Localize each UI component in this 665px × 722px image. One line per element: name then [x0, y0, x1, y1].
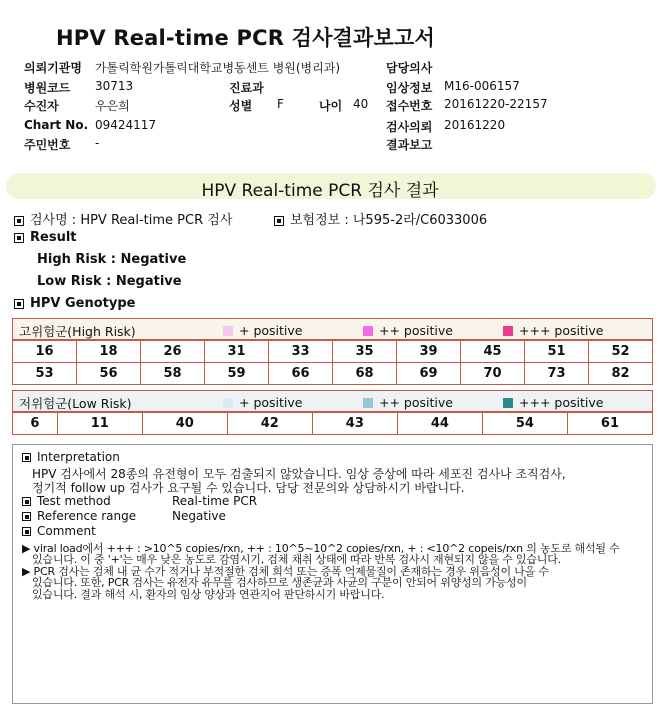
genotype-cell: 18 — [77, 341, 141, 363]
legend-item — [363, 395, 453, 410]
genotype-cell: 40 — [142, 413, 227, 435]
code-label: 병원코드 — [24, 81, 71, 95]
genotype-cell: 45 — [461, 341, 525, 363]
report-label: 결과보고 — [386, 138, 433, 152]
patient-value: 우은희 — [95, 99, 130, 113]
checkbox-icon — [22, 527, 31, 536]
genotype-cell: 73 — [525, 363, 589, 385]
patient-label: 수진자 — [24, 99, 59, 113]
org-label: 의뢰기관명 — [24, 61, 82, 75]
genotype-cell: 66 — [269, 363, 333, 385]
sex-value: F — [277, 97, 284, 111]
request-label: 검사의뢰 — [386, 120, 433, 134]
checkbox-icon — [274, 216, 284, 226]
legend-swatch — [223, 398, 233, 408]
genotype-cell: 33 — [269, 341, 333, 363]
reference-heading — [22, 509, 136, 523]
code-value: 30713 — [95, 79, 134, 93]
clinical-label: 임상정보 — [386, 81, 433, 95]
reference-label: Reference range — [37, 509, 137, 523]
legend-label: + positive — [239, 395, 303, 410]
high-risk-result: High Risk : Negative — [37, 252, 187, 267]
result-heading — [14, 230, 77, 245]
checkbox-icon — [14, 233, 24, 243]
genotype-cell: 11 — [57, 413, 142, 435]
genotype-cell: 68 — [333, 363, 397, 385]
legend-swatch — [363, 398, 373, 408]
genotype-cell: 26 — [141, 341, 205, 363]
genotype-cell: 58 — [141, 363, 205, 385]
interpretation-label: Interpretation — [37, 450, 120, 464]
interpretation-line-1: HPV 검사에서 28종의 유전형이 모두 검출되지 않았습니다. 임상 증상에 따라 세포진 검사나 조직검사, — [32, 467, 566, 481]
genotype-cell: 69 — [397, 363, 461, 385]
method-label: Test method — [37, 494, 111, 508]
insurance-text: 보험정보 : 나595-2라/C6033006 — [290, 213, 488, 228]
genotype-cell: 39 — [397, 341, 461, 363]
legend-label: +++ positive — [519, 323, 604, 338]
comment-heading — [22, 524, 96, 538]
org-value: 가톨릭학원가톨릭대학교병동센트 병원(병리과) — [95, 61, 341, 75]
legend-label: +++ positive — [519, 395, 604, 410]
genotype-cell: 51 — [525, 341, 589, 363]
legend-item — [503, 323, 603, 338]
receipt-label: 접수번호 — [386, 99, 433, 113]
genotype-cell: 82 — [589, 363, 653, 385]
interpretation-line-2: 정기적 follow up 검사가 요구될 수 있습니다. 담당 전문의와 상담하시기 바랍니다. — [32, 481, 465, 495]
genotype-cell: 54 — [482, 413, 567, 435]
comment-2-line-2: 있습니다. 또한, PCR 검사는 유전자 유무를 검사하므로 생존균과 사균의 구분이 안되어 위양성의 가능성이 — [32, 576, 527, 589]
test-name-line — [14, 209, 232, 228]
low-risk-group-name: 저위험군(Low Risk) — [19, 396, 132, 411]
genotype-cell: 44 — [397, 413, 482, 435]
genotype-cell: 56 — [77, 363, 141, 385]
genotype-label: HPV Genotype — [30, 296, 136, 311]
table-row — [13, 413, 653, 435]
age-value: 40 — [353, 97, 369, 111]
dept-label: 진료과 — [229, 81, 264, 95]
table-row — [13, 363, 653, 385]
legend-item — [223, 395, 302, 410]
genotype-cell: 35 — [333, 341, 397, 363]
legend-swatch — [503, 398, 513, 408]
checkbox-icon — [22, 497, 31, 506]
comment-1-line-2: 있습니다. 이 중 '+'는 매우 낮은 농도로 감염시기, 검체 채취 상태에 따라 반복 검사시 재현되지 않을 수 있습니다. — [32, 553, 561, 566]
report-title: HPV Real-time PCR 검사결과보고서 — [56, 26, 435, 50]
genotype-cell: 59 — [205, 363, 269, 385]
high-risk-group-name: 고위험군(High Risk) — [19, 324, 136, 339]
genotype-cell: 52 — [589, 341, 653, 363]
table-row — [13, 341, 653, 363]
reference-value: Negative — [172, 509, 226, 523]
checkbox-icon — [22, 453, 31, 462]
receipt-value: 20161220-22157 — [444, 97, 548, 111]
low-risk-result: Low Risk : Negative — [37, 274, 182, 289]
checkbox-icon — [22, 512, 31, 521]
legend-swatch — [363, 326, 373, 336]
checkbox-icon — [14, 216, 24, 226]
comment-1-line-1: ▶ viral load에서 +++ : >10^5 copies/rxn, ++ : 10^5~10^2 copies/rxn, + : <10^2 copeis/rxn 의 농도로 해석될 수 — [22, 542, 620, 555]
genotype-heading — [14, 296, 135, 311]
request-value: 20161220 — [444, 118, 506, 132]
genotype-cell: 6 — [13, 413, 58, 435]
legend-label: ++ positive — [379, 395, 453, 410]
genotype-cell: 53 — [13, 363, 77, 385]
genotype-cell: 43 — [312, 413, 397, 435]
section-title: HPV Real-time PCR 검사 결과 — [201, 181, 439, 201]
legend-swatch — [503, 326, 513, 336]
legend-label: + positive — [239, 323, 303, 338]
low-risk-genotype-table — [12, 412, 653, 435]
checkbox-icon — [14, 299, 24, 309]
high-risk-genotype-table — [12, 340, 653, 385]
legend-swatch — [223, 326, 233, 336]
legend-item — [363, 323, 453, 338]
chart-label: Chart No. — [24, 118, 89, 132]
interpretation-heading — [22, 450, 120, 464]
result-label: Result — [30, 230, 77, 245]
genotype-cell: 42 — [227, 413, 312, 435]
comment-label: Comment — [37, 524, 96, 538]
method-value: Real-time PCR — [172, 494, 258, 508]
legend-item — [223, 323, 302, 338]
genotype-cell: 70 — [461, 363, 525, 385]
genotype-cell: 16 — [13, 341, 77, 363]
id-value: - — [95, 136, 100, 150]
test-name-text: 검사명 : HPV Real-time PCR 검사 — [30, 213, 233, 228]
insurance-line — [274, 209, 487, 228]
legend-label: ++ positive — [379, 323, 453, 338]
clinical-value: M16-006157 — [444, 79, 520, 93]
sex-label: 성별 — [229, 99, 253, 113]
high-risk-legend — [12, 318, 653, 340]
comment-2-line-1: ▶ PCR 검사는 검체 내 균 수가 적거나 부적절한 검체 희석 또는 증폭 억제물질이 존재하는 경우 위음성이 나올 수 — [22, 565, 549, 578]
id-label: 주민번호 — [24, 138, 71, 152]
genotype-cell: 31 — [205, 341, 269, 363]
method-heading — [22, 494, 111, 508]
age-label: 나이 — [319, 99, 343, 113]
legend-item — [503, 395, 603, 410]
chart-value: 09424117 — [95, 118, 157, 132]
low-risk-legend — [12, 390, 653, 412]
comment-2-line-3: 있습니다. 결과 해석 시, 환자의 임상 양상과 연관지어 판단하시기 바랍니다. — [32, 588, 385, 601]
doctor-label: 담당의사 — [386, 61, 433, 75]
genotype-cell: 61 — [567, 413, 652, 435]
